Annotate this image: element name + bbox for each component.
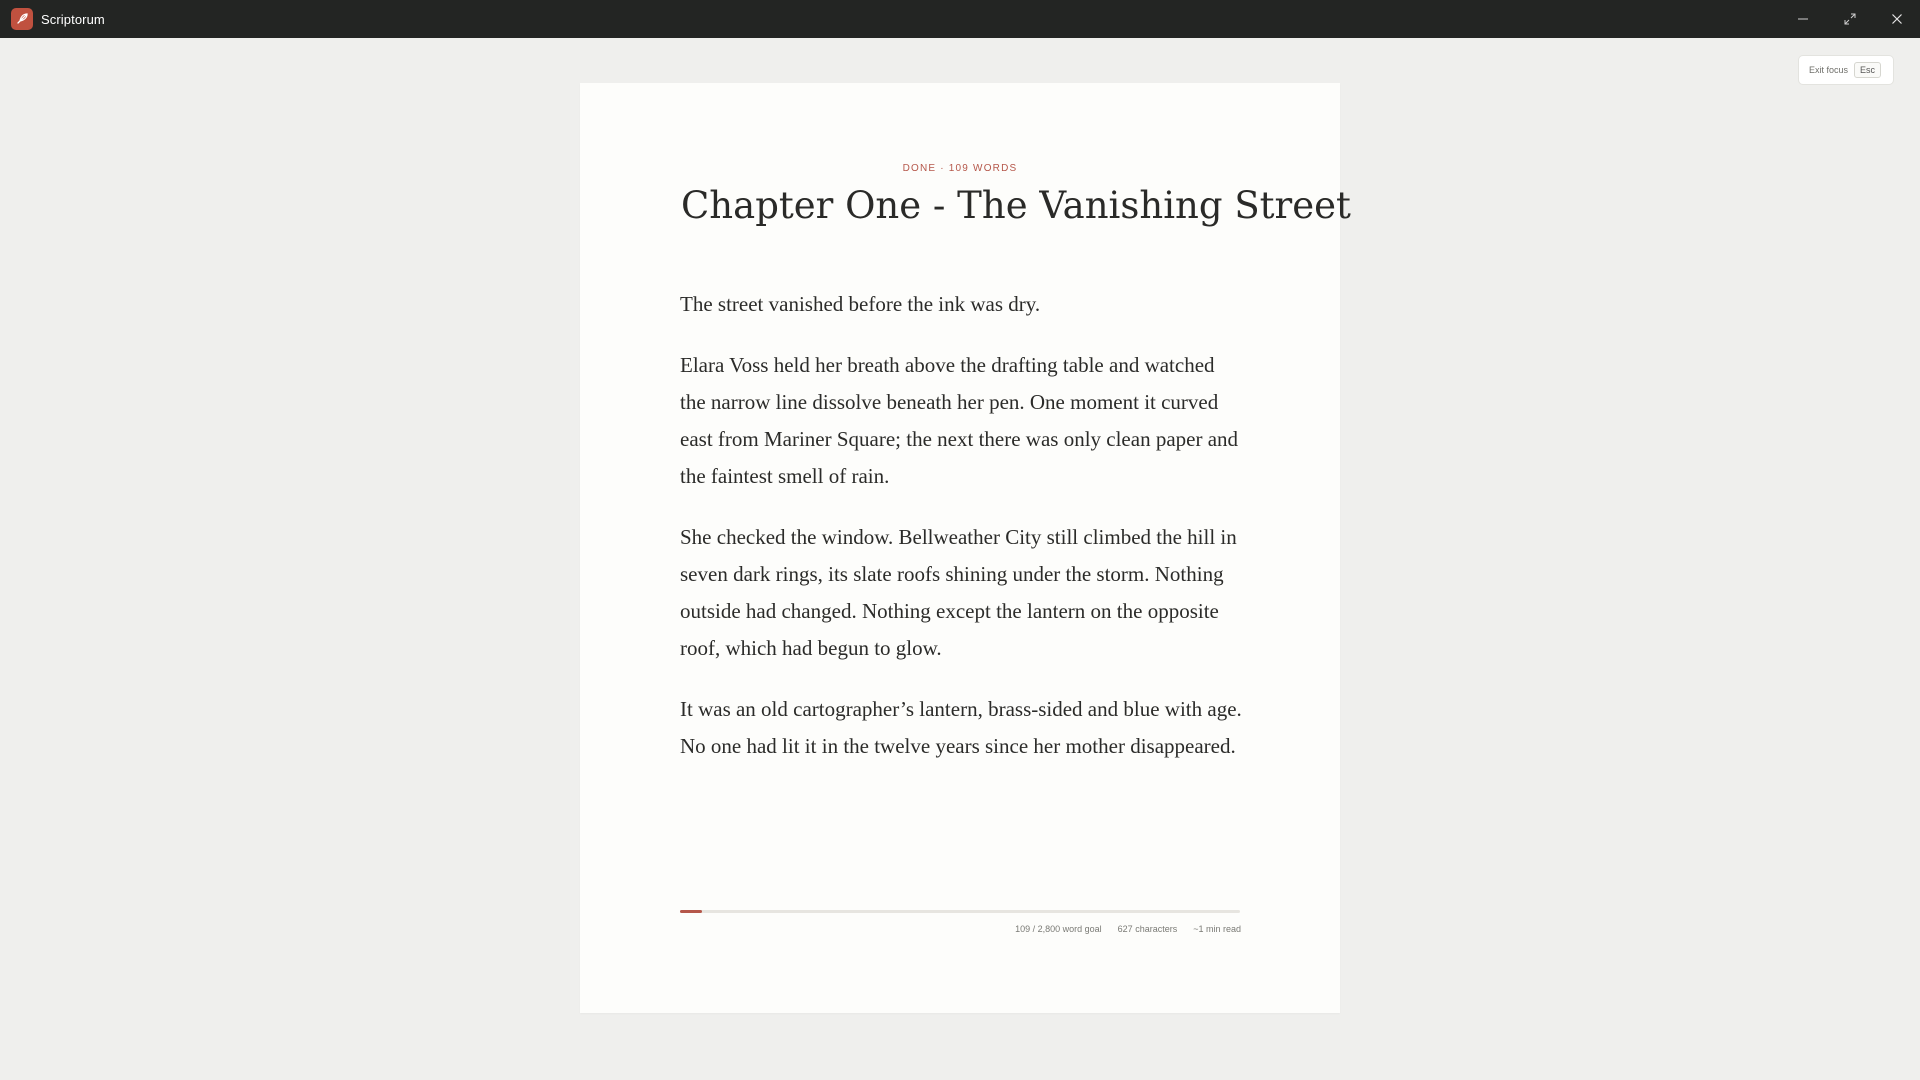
document-status: DONE · 109 WORDS bbox=[902, 163, 1018, 174]
expand-icon bbox=[1844, 13, 1856, 25]
feather-pen-icon bbox=[15, 12, 29, 26]
minimize-button[interactable] bbox=[1779, 0, 1826, 38]
exit-focus-label: Exit focus bbox=[1809, 65, 1849, 75]
window-controls bbox=[1779, 0, 1920, 38]
read-time-stat: ~1 min read bbox=[1193, 924, 1241, 934]
minimize-icon bbox=[1797, 13, 1809, 25]
esc-shortcut-badge: Esc bbox=[1854, 62, 1881, 78]
maximize-button[interactable] bbox=[1826, 0, 1873, 38]
title-bar bbox=[0, 0, 1920, 38]
close-icon bbox=[1891, 13, 1903, 25]
app-logo bbox=[11, 8, 33, 30]
word-goal-progress-fill bbox=[680, 910, 702, 913]
character-count-stat: 627 characters bbox=[1117, 924, 1178, 934]
chapter-title[interactable]: Chapter One - The Vanishing Street bbox=[681, 184, 1351, 227]
paragraph[interactable]: She checked the window. Bellweather City still climbed the hill in seven dark rings, its slate roofs shining under the storm. Nothing outside had changed. Nothing except the lantern on the opposite roof, which had begun to glow. bbox=[680, 525, 1237, 660]
word-goal-stat: 109 / 2,800 word goal bbox=[1015, 924, 1102, 934]
exit-focus-button[interactable] bbox=[1798, 55, 1894, 85]
app-title: Scriptorum bbox=[41, 11, 105, 27]
paragraph[interactable]: The street vanished before the ink was dry. bbox=[680, 292, 1041, 316]
paragraph[interactable]: It was an old cartographer’s lantern, brass-sided and blue with age. No one had lit it in the twelve years since her mother disappeared. bbox=[680, 697, 1242, 758]
paragraph[interactable]: Elara Voss held her breath above the drafting table and watched the narrow line dissolve beneath her pen. One moment it curved east from Mariner Square; the next there was only clean paper and the faintest smell of rain. bbox=[680, 353, 1239, 488]
editor-body[interactable] bbox=[680, 286, 1242, 789]
document-stats bbox=[680, 924, 1241, 934]
close-button[interactable] bbox=[1873, 0, 1920, 38]
word-goal-progress-bar bbox=[680, 910, 1240, 913]
document-page[interactable] bbox=[580, 83, 1351, 1013]
